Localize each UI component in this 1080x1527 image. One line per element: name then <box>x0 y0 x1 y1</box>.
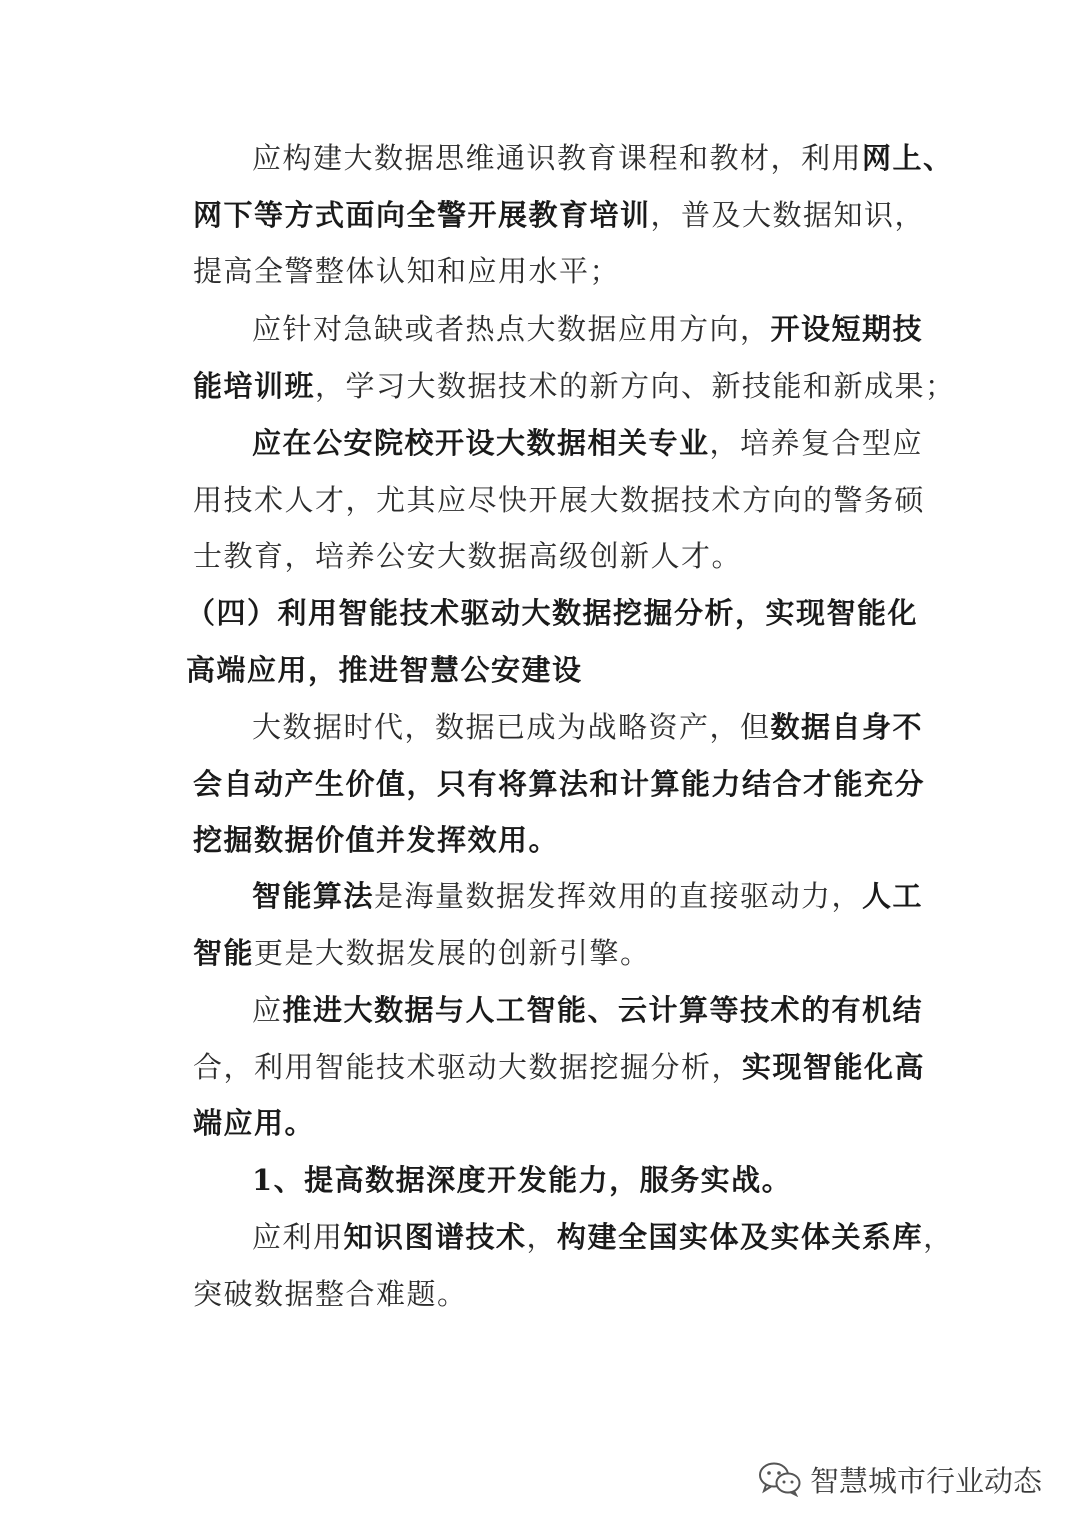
bold-text-run: 智能 <box>193 936 255 970</box>
text-run: 用技术人才，尤其应尽快开展大数据技术方向的警务硕 <box>193 483 926 517</box>
bold-text-run: 推进大数据与人工智能、云计算等技术的有机结 <box>282 993 924 1027</box>
text-line <box>252 139 954 177</box>
bold-text-run: 网上、 <box>862 141 954 175</box>
bold-text-run: 挖掘数据价值并发挥效用。 <box>193 823 560 857</box>
bold-text-run: 1、提高数据深度开发能力，服务实战。 <box>252 1163 793 1197</box>
bold-text-run: 能培训班 <box>193 369 316 403</box>
text-line <box>193 196 925 234</box>
text-line <box>193 367 956 405</box>
text-run: 是海量数据发挥效用的直接驱动力， <box>374 879 863 913</box>
bold-text-run: 知识图谱技术 <box>343 1220 527 1254</box>
text-line <box>193 934 651 972</box>
watermark <box>758 1457 1042 1501</box>
bold-text-run: 高端应用，推进智慧公安建设 <box>186 653 583 687</box>
bold-text-run: 构建全国实体及实体关系库 <box>557 1220 924 1254</box>
text-line <box>186 594 918 632</box>
text-line <box>252 1218 954 1256</box>
text-line <box>193 1104 315 1142</box>
text-run: ，学习大数据技术的新方向、新技能和新成果； <box>315 369 956 403</box>
bold-text-run: 智能算法 <box>252 879 375 913</box>
text-line <box>193 537 742 575</box>
text-run: 突破数据整合难题。 <box>193 1277 468 1311</box>
text-line <box>252 310 923 348</box>
text-line <box>193 1048 925 1086</box>
text-run: 大数据时代，数据已成为战略资产，但 <box>252 710 771 744</box>
wechat-icon <box>758 1461 802 1497</box>
bold-text-run: 应在公安院校开设大数据相关专业 <box>252 426 710 460</box>
text-run: 应 <box>252 993 283 1027</box>
text-line <box>186 651 583 689</box>
bold-text-run: 人工 <box>862 879 924 913</box>
bold-text-run: 数据自身不 <box>770 710 924 744</box>
bold-text-run: 端应用。 <box>193 1106 316 1140</box>
text-run: ，普及大数据知识， <box>650 198 926 232</box>
text-run: 士教育，培养公安大数据高级创新人才。 <box>193 539 743 573</box>
text-line <box>252 708 923 746</box>
text-line <box>252 877 923 915</box>
text-line <box>193 481 925 519</box>
bold-text-run: （四）利用智能技术驱动大数据挖掘分析，实现智能化 <box>186 596 919 630</box>
text-run: 应针对急缺或者热点大数据应用方向， <box>252 312 771 346</box>
watermark-text: 智慧城市行业动态 <box>809 1463 1042 1498</box>
bold-text-run: 实现智能化高 <box>742 1050 926 1084</box>
bold-text-run: 会自动产生价值，只有将算法和计算能力结合才能充分 <box>193 767 926 801</box>
bold-text-run: 开设短期技 <box>770 312 924 346</box>
text-line <box>252 1161 792 1199</box>
bold-text-run: 网下等方式面向全警开展教育培训 <box>193 198 651 232</box>
text-line <box>252 991 923 1029</box>
text-run: ， <box>923 1220 954 1254</box>
text-run: 合，利用智能技术驱动大数据挖掘分析， <box>193 1050 743 1084</box>
text-line <box>193 821 559 859</box>
text-line <box>193 1275 468 1313</box>
text-run: 提高全警整体认知和应用水平； <box>193 254 621 288</box>
text-line <box>252 424 923 462</box>
text-line <box>193 765 925 803</box>
text-run: 应利用 <box>252 1220 344 1254</box>
text-run: ，培养复合型应 <box>709 426 924 460</box>
text-run: ， <box>526 1220 558 1254</box>
text-line <box>193 252 620 290</box>
text-run: 更是大数据发展的创新引擎。 <box>254 936 651 970</box>
text-run: 应构建大数据思维通识教育课程和教材，利用 <box>252 141 863 175</box>
